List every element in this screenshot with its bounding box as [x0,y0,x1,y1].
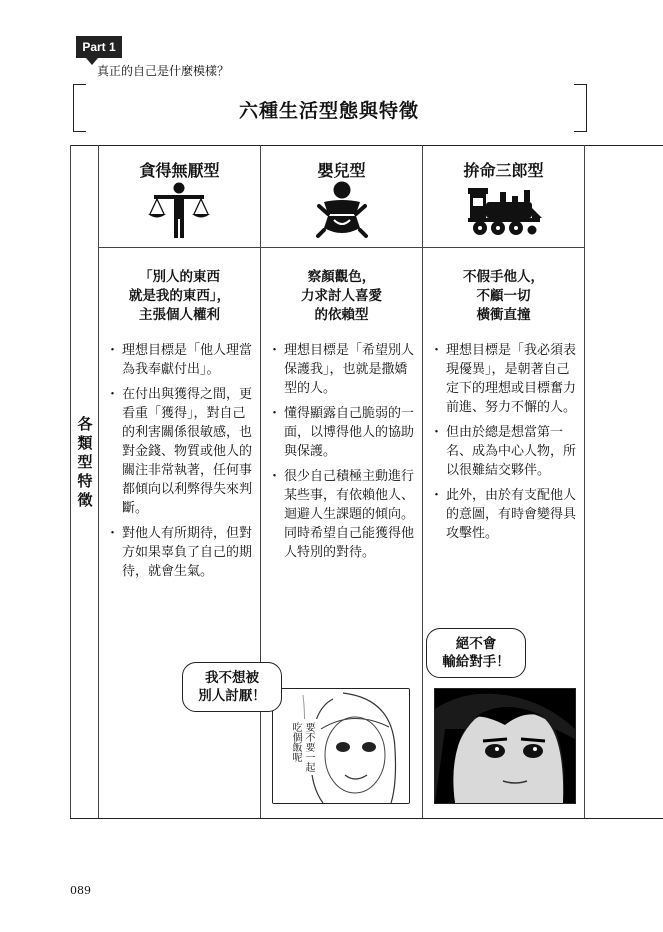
scales-person-icon [146,180,212,240]
baby-icon [316,180,368,242]
column-divider [98,145,99,818]
bullet-list [272,341,414,568]
column-summary: 「別人的東西 就是我的東西」， 主張個人權利 [128,269,231,323]
comic-girl-illustration [435,689,575,803]
table-bottom-border [70,818,663,819]
column-divider [422,145,423,818]
column-divider [260,145,261,818]
speech-bubble: 絕不會 輸給對手！ [426,628,526,678]
comic-dialogue: 要不要一起 吃個飯呢 [287,719,317,775]
list-item: ・ 對他人有所期待，但對方如果辜負了自己的期待，就會生氣。 [110,524,252,581]
chapter-subtitle: 真正的自己是什麼模樣？ [97,64,230,78]
page-title: 六種生活型態與特徵 [238,100,419,122]
list-item: ・ 在付出與獲得之間，更看重「獲得」，對自己的利害關係很敏感，也對金錢、物質或他人的關注非常執著，任何事都傾向以利弊得失來判斷。 [110,385,252,518]
locomotive-icon [466,184,544,236]
list-item: ・ 此外，由於有支配他人的意圖，有時會變得具攻擊性。 [434,486,576,543]
column-title: 貪得無厭型 [139,161,220,180]
list-item: ・ 理想目標是「希望別人保護我」，也就是撒嬌型的人。 [272,341,414,398]
comic-panel [272,688,410,804]
list-item: ・ 懂得顯露自己脆弱的一面，以博得他人的協助與保護。 [272,404,414,461]
part-label: Part 1 [76,36,122,58]
column-title: 拚命三郎型 [463,161,544,180]
page-number: 089 [70,884,91,897]
table-left-border [70,145,71,818]
speech-bubble: 我不想被 別人討厭！ [182,662,282,712]
column-title: 嬰兒型 [317,161,366,180]
comic-panel [434,688,576,804]
table-top-border [70,145,663,146]
column-summary: 察顏觀色， 力求討人喜愛 的依賴型 [301,269,382,323]
list-item: ・ 很少自己積極主動進行某些事，有依賴他人、迴避人生課題的傾向。同時希望自己能獲得他人特別的對待。 [272,467,414,562]
column-divider [584,145,585,818]
list-item: ・ 理想目標是「他人理當為我奉獻付出」。 [110,341,252,379]
header-row-divider [98,247,584,248]
row-label: 各類型特徵 [77,415,93,509]
bullet-list [110,341,252,587]
list-item: ・ 理想目標是「我必須表現優異」，是朝著自己定下的理想或目標奮力前進、努力不懈的人。 [434,341,576,417]
column-summary: 不假手他人， 不顧一切 橫衝直撞 [463,269,544,323]
list-item: ・ 但由於總是想當第一名、成為中心人物，所以很難結交夥伴。 [434,423,576,480]
bullet-list [434,341,576,549]
